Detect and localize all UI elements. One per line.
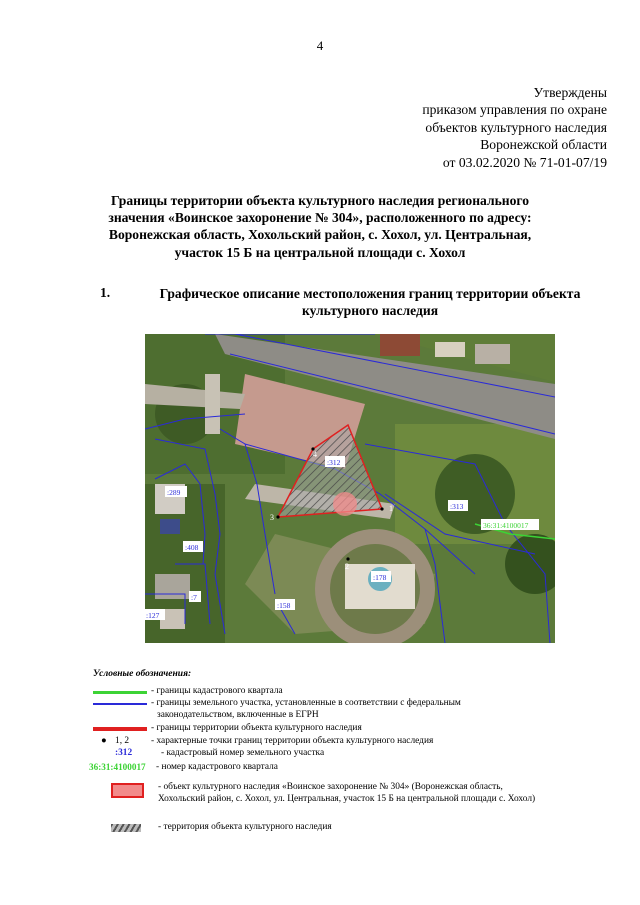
quarter-code-symbol: 36:31:4100017	[89, 762, 146, 772]
point-label-3: 3	[270, 513, 274, 522]
building	[380, 334, 420, 356]
point-marker-icon: ●	[101, 736, 107, 746]
building	[435, 342, 465, 357]
quarter-boundary-swatch	[93, 691, 147, 694]
legend-text-line: Хохольский район, с. Хохол, ул. Центральная, участок 15 Б на центральной площади с. Хохол)	[158, 794, 536, 804]
legend-row-quarter-boundary	[93, 686, 613, 698]
point-marker	[346, 557, 349, 560]
legend-text: - кадастровый номер земельного участка	[161, 748, 325, 758]
legend-text	[151, 698, 611, 721]
legend-text: - характерные точки границ территории объекта культурного наследия	[151, 736, 434, 746]
legend-object-text	[158, 781, 610, 805]
point-label-4: 4	[313, 450, 317, 459]
heritage-boundary-swatch	[93, 727, 147, 731]
parcel-label-158: :158	[277, 601, 291, 610]
approval-line: объектов культурного наследия	[425, 119, 607, 135]
legend-row-parcel-boundary	[93, 698, 613, 722]
points-symbol: 1, 2	[115, 736, 130, 746]
approval-line: от 03.02.2020 № 71-01-07/19	[442, 154, 607, 170]
section-title	[130, 285, 610, 319]
parcel-label-127: :127	[146, 611, 160, 620]
title-line: значения «Воинское захоронение № 304», расположенного по адресу:	[108, 210, 532, 226]
parcel-label-178: :178	[373, 573, 387, 582]
legend-text: - границы территории объекта культурного наследия	[151, 723, 362, 733]
document-title	[60, 192, 580, 261]
parcel-label-7: :7	[191, 593, 197, 602]
point-marker	[276, 515, 279, 518]
legend-row-points	[93, 736, 613, 748]
approval-line: приказом управления по охране	[422, 102, 607, 118]
building	[160, 519, 180, 534]
cadastral-map	[145, 334, 555, 643]
legend-text-line: - границы земельного участка, установленные в соответствии с федеральным	[151, 698, 461, 708]
legend-text-line: законодательством, включенные в ЕГРН	[157, 709, 319, 720]
title-line: Границы территории объекта культурного наследия регионального	[110, 193, 530, 208]
point-marker	[380, 507, 383, 510]
section-title-line: Графическое описание местоположения границ территории объекта	[159, 286, 581, 301]
quarter-code-text: - номер кадастрового квартала	[156, 762, 278, 772]
approval-line: Воронежской области	[480, 137, 607, 153]
building	[475, 344, 510, 364]
territory-swatch	[111, 824, 141, 832]
section-title-line: культурного наследия	[301, 303, 439, 319]
page-number: 4	[316, 38, 324, 53]
title-line: Воронежская область, Хохольский район, с. Хохол, ул. Центральная,	[108, 227, 532, 243]
parcel-label-313: :313	[450, 502, 464, 511]
approval-line: Утверждены	[533, 85, 607, 100]
legend-heading: Условные обозначения:	[93, 669, 192, 679]
legend-territory-text: - территория объекта культурного наследия	[158, 822, 332, 832]
approval-block	[307, 84, 607, 171]
parcel-label-289: :289	[167, 488, 181, 497]
point-label-1: 1	[389, 504, 393, 513]
title-line: участок 15 Б на центральной площади с. Хохол	[174, 244, 466, 260]
point-label-2: 2	[345, 562, 349, 571]
legend-row-parcel-number	[93, 748, 613, 760]
legend-text-line: - объект культурного наследия «Воинское захоронение № 304» (Воронежская область,	[158, 782, 503, 792]
parcel-boundary-swatch	[93, 703, 147, 705]
parcel-number-symbol: :312	[115, 748, 133, 758]
heritage-object-swatch	[111, 783, 144, 798]
heritage-object	[333, 492, 357, 516]
parcel-label-312: :312	[327, 458, 341, 467]
parcel-label-408: :408	[185, 543, 199, 552]
quarter-label: 36:31:4100017	[483, 521, 529, 530]
legend-row-heritage-boundary	[93, 723, 613, 735]
section-number: 1.	[100, 285, 111, 300]
legend-text: - границы кадастрового квартала	[151, 686, 283, 696]
